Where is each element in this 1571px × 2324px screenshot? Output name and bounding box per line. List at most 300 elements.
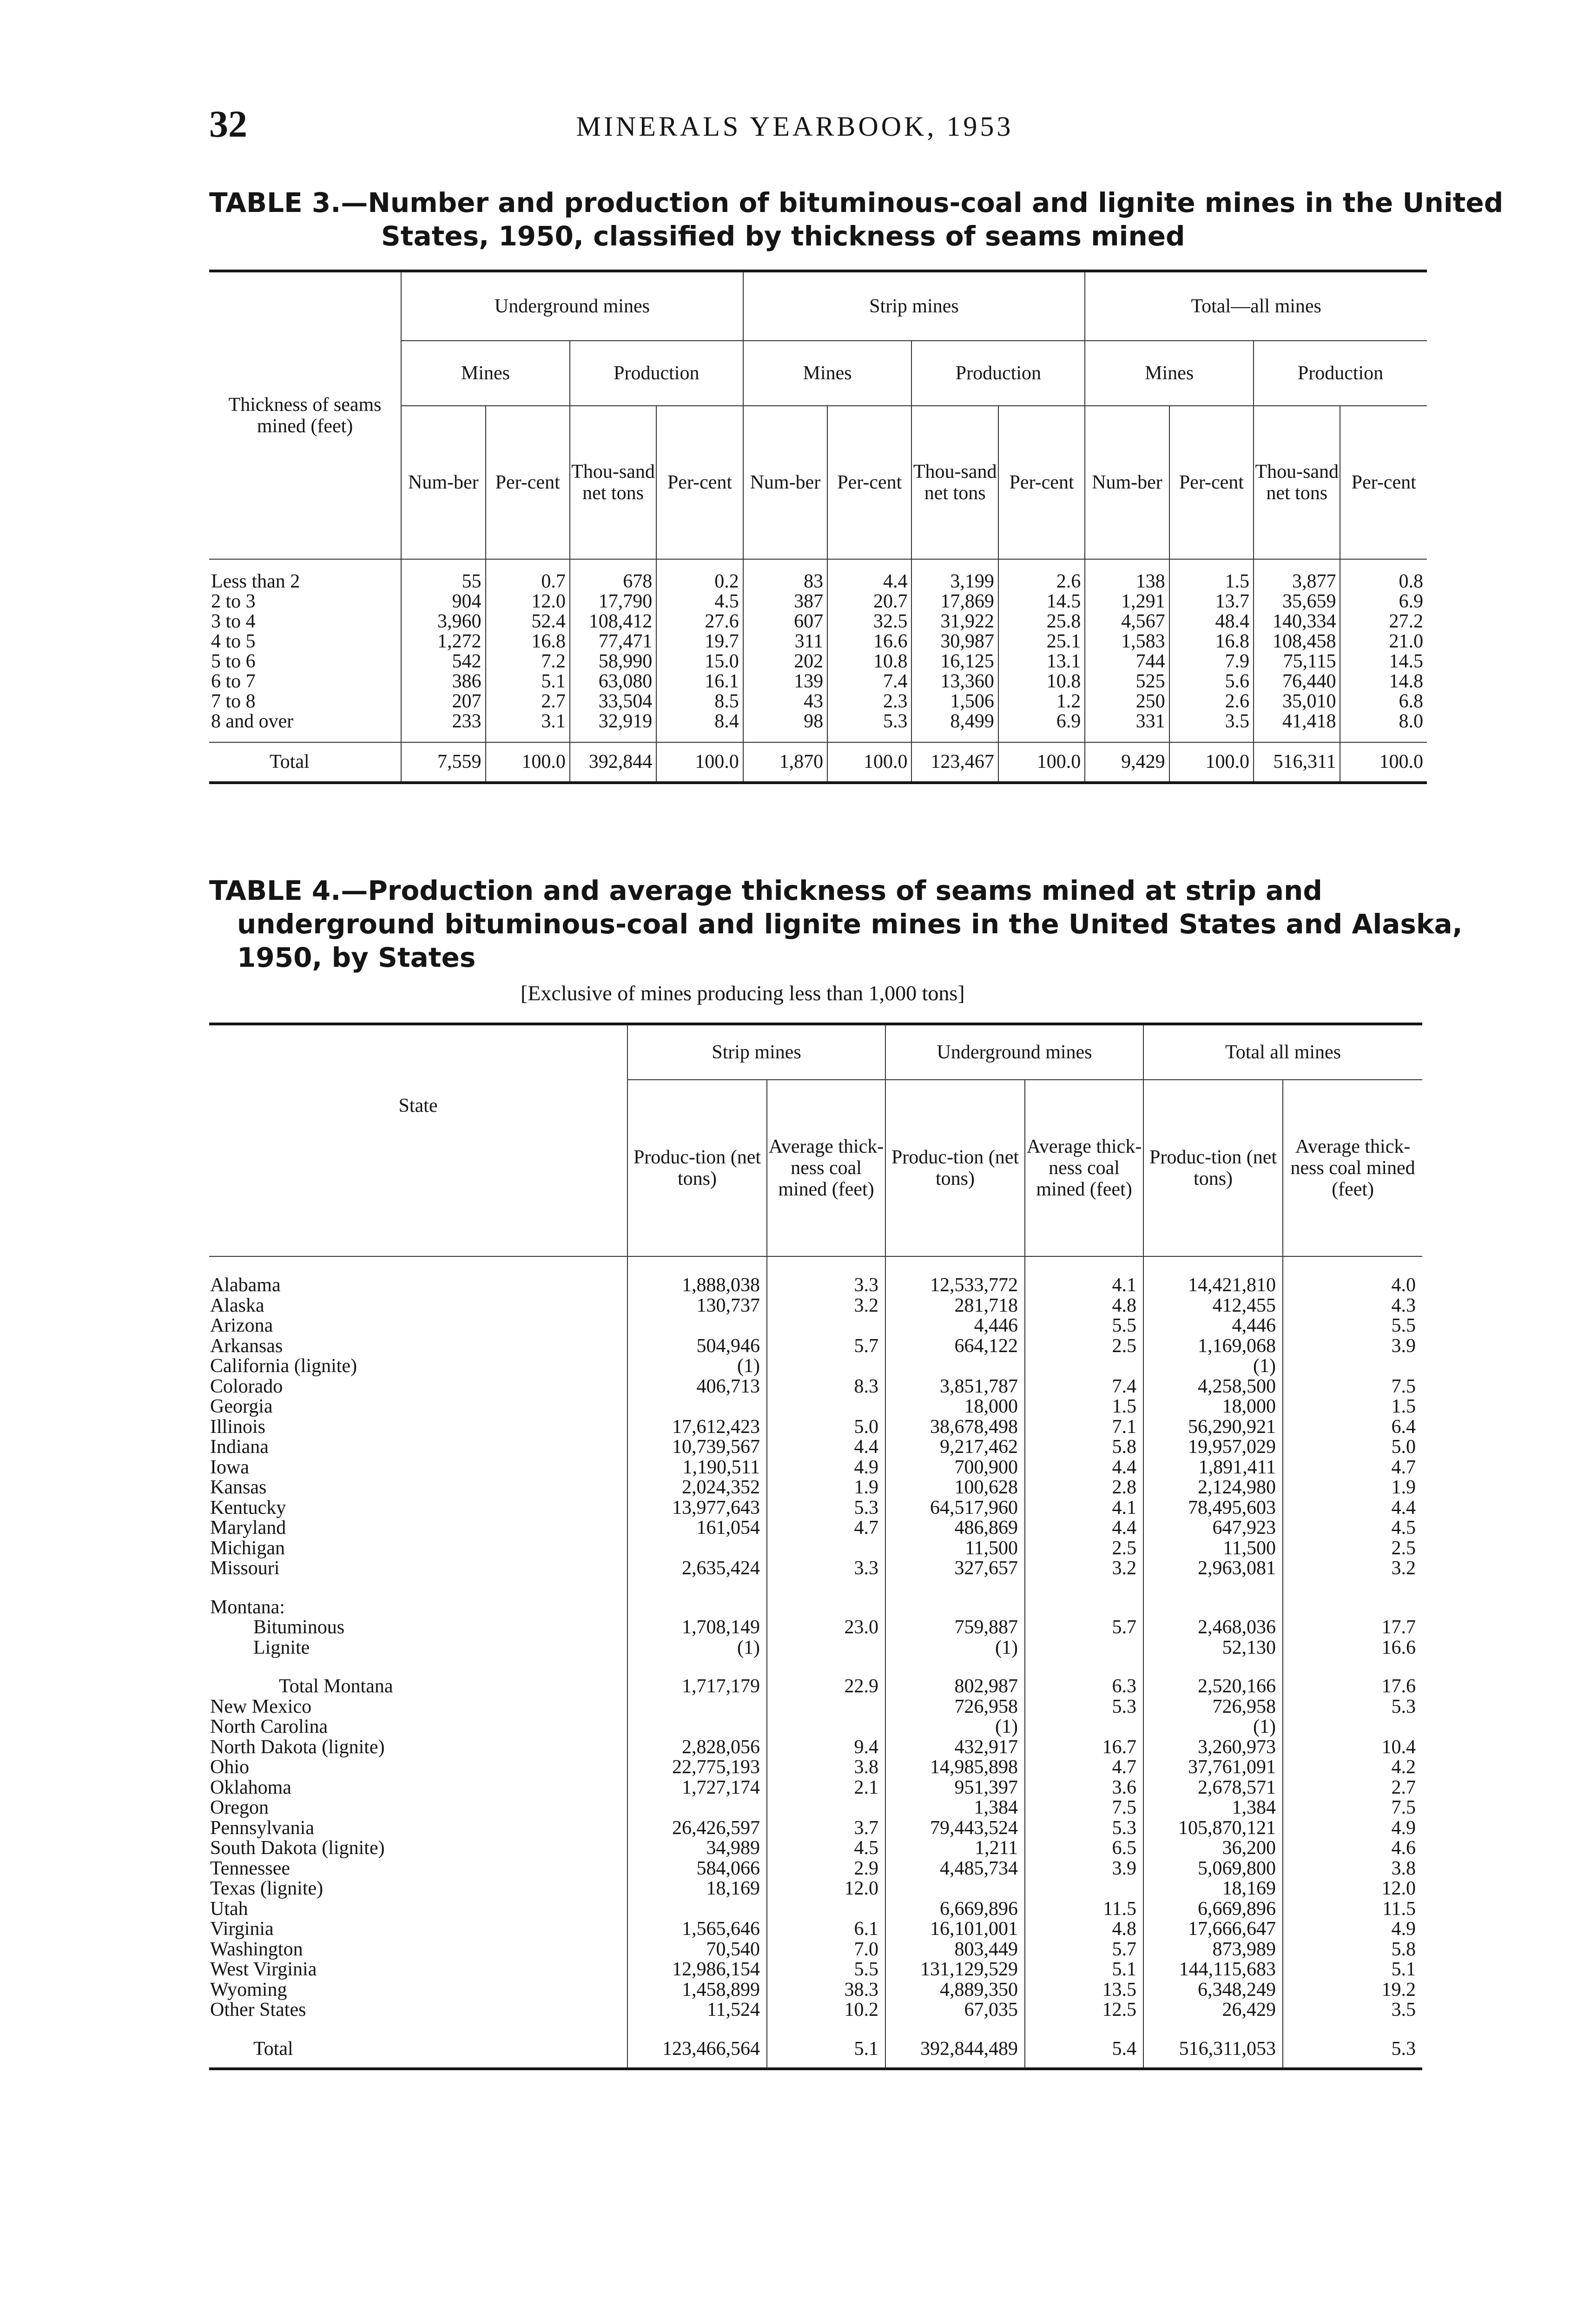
table-cell: 83 [743,559,827,592]
table-cell: 11,524 [627,2000,767,2025]
table-cell: 207 [401,692,485,712]
table-cell: 7,559 [401,742,485,783]
table4-col-header: Average thick-ness coal mined (feet) [767,1080,885,1256]
table-cell: 3.8 [767,1757,885,1778]
table-cell: 5,069,800 [1143,1859,1283,1879]
row-label: South Dakota (lignite) [210,1838,385,1859]
table4-col-header: Produc-tion (net tons) [885,1080,1025,1256]
table3-col-header: Thou-sand net tons [1254,406,1340,559]
table-cell [627,1538,767,1559]
table-cell: 8.0 [1340,712,1427,742]
table-cell: 1,169,068 [1143,1336,1283,1357]
table-cell: 327,657 [885,1558,1025,1579]
table3-group-header: Total—all mines [1085,271,1427,341]
table-cell: 4.1 [1025,1498,1143,1519]
table-cell: 1,583 [1085,632,1169,652]
table-cell: 281,718 [885,1296,1025,1316]
table-cell: 12,533,772 [885,1256,1025,1296]
table-row [209,1658,1422,1697]
table-cell: 5.3 [767,1498,885,1519]
table-cell: 6,348,249 [1143,1980,1283,2000]
table-cell: 0.8 [1340,559,1427,592]
table-cell: 17,666,647 [1143,1919,1283,1940]
table-cell: 802,987 [885,1658,1025,1697]
table4-group-header: Strip mines [627,1024,885,1080]
table-row [209,1579,1422,1618]
table-cell: 12.0 [486,592,570,612]
table-cell: 108,412 [570,612,656,632]
row-label: New Mexico [210,1697,312,1717]
row-label: Montana: [210,1596,285,1618]
table-row [209,1478,1422,1498]
table-cell: 5.7 [1025,1618,1143,1638]
table-cell: 4.0 [1283,1256,1422,1296]
table-row [209,612,1427,632]
table-cell: 3.9 [1025,1859,1143,1879]
row-label: Indiana [210,1437,269,1458]
table-cell: 2.5 [1025,1538,1143,1559]
table-row [209,712,1427,742]
table-cell: 18,000 [885,1397,1025,1417]
row-label: 8 and over [211,712,294,732]
table-cell: (1) [1143,1717,1283,1737]
table-cell: 16.8 [486,632,570,652]
table-cell: 5.5 [1283,1316,1422,1336]
table-cell: 16.7 [1025,1737,1143,1758]
table-cell: 607 [743,612,827,632]
table3-stub-header: Thickness of seams mined (feet) [209,271,401,559]
table-cell [1025,1717,1143,1737]
table-cell: 7.2 [486,652,570,672]
table-cell: 5.3 [1025,1697,1143,1717]
table-cell [767,1579,885,1618]
table-cell: 17,612,423 [627,1417,767,1438]
table-row [209,1316,1422,1336]
table-cell: 4.4 [827,559,911,592]
table-row [209,1336,1422,1357]
table-cell: 6.4 [1283,1417,1422,1438]
table3-label: TABLE 3. [209,187,341,218]
table-cell: 1,506 [911,692,998,712]
table-cell: 16,101,001 [885,1919,1025,1940]
table-cell: 10.8 [827,652,911,672]
table-cell: 516,311 [1254,742,1340,783]
table-cell: 311 [743,632,827,652]
table-row [209,692,1427,712]
table-row [209,1899,1422,1920]
table-cell: 5.4 [1025,2025,1143,2069]
row-label: Virginia [210,1919,274,1940]
row-label: Illinois [210,1417,266,1437]
table-cell: 4.7 [767,1518,885,1538]
table-cell [1025,1638,1143,1658]
page-header [209,102,1380,153]
table-cell [1283,1579,1422,1618]
table-cell: 1,888,038 [627,1256,767,1296]
table-cell: 18,169 [627,1879,767,1899]
table-cell: 55 [401,559,485,592]
table-cell: 11,500 [1143,1538,1283,1559]
table-cell: 3.7 [767,1818,885,1839]
table-cell: 5.7 [767,1336,885,1357]
table-cell: 744 [1085,652,1169,672]
table-row [209,559,1427,592]
table-cell: 3.5 [1169,712,1254,742]
table-row [209,1558,1422,1579]
table-cell: 32.5 [827,612,911,632]
table3-subgroup-header: Production [570,341,743,406]
table-cell [627,1798,767,1818]
row-label: Oregon [210,1798,269,1818]
table-cell: 5.1 [486,672,570,692]
table-cell: 4.9 [1283,1818,1422,1839]
table-cell: 16.8 [1169,632,1254,652]
row-label: North Carolina [210,1717,328,1737]
table-cell: 3.3 [767,1256,885,1296]
table-cell: 22,775,193 [627,1757,767,1778]
table3-col-header: Thou-sand net tons [911,406,998,559]
table-cell: 4,446 [1143,1316,1283,1336]
table3-group-header: Strip mines [743,271,1085,341]
table-cell [627,1899,767,1920]
table-cell: 4.5 [656,592,743,612]
row-label: Other States [210,2000,306,2020]
table-row [209,1518,1422,1538]
table-cell: 3,877 [1254,559,1340,592]
row-label: Texas (lignite) [210,1879,323,1899]
table-cell: 19,957,029 [1143,1437,1283,1458]
table-cell: 10,739,567 [627,1437,767,1458]
table4-subtitle: [Exclusive of mines producing less than 1,000 tons] [521,981,965,1005]
table-cell: 3,960 [401,612,485,632]
table-cell: 15.0 [656,652,743,672]
table-cell [767,1397,885,1417]
table-cell: 76,440 [1254,672,1340,692]
table3-col-header: Per-cent [827,406,911,559]
table-cell: 27.6 [656,612,743,632]
table-row [209,632,1427,652]
row-label: Tennessee [210,1858,290,1879]
page-number: 32 [209,103,247,145]
table-row [209,1879,1422,1899]
table3-col-header: Per-cent [998,406,1085,559]
table-cell: 1,727,174 [627,1778,767,1798]
table-cell: 77,471 [570,632,656,652]
table-cell [627,1316,767,1336]
table-cell: 202 [743,652,827,672]
table-cell: 14.5 [1340,652,1427,672]
table4 [209,1023,1422,2070]
table-cell: 1,384 [1143,1798,1283,1818]
table-cell: 516,311,053 [1143,2025,1283,2069]
table-row [209,652,1427,672]
table-cell: 18,000 [1143,1397,1283,1417]
table-cell: 7.0 [767,1940,885,1960]
table-cell: 4.4 [1025,1518,1143,1538]
table-cell: 14.5 [998,592,1085,612]
table-cell: 904 [401,592,485,612]
table3-subgroup-header: Production [911,341,1085,406]
table-cell: 2.6 [998,559,1085,592]
table3-col-header: Per-cent [486,406,570,559]
table-cell: 100.0 [656,742,743,783]
row-label: Arkansas [210,1336,283,1356]
table4-stub-header: State [209,1024,627,1256]
table-cell: 38,678,498 [885,1417,1025,1438]
table-cell: 31,922 [911,612,998,632]
table-cell [1283,1356,1422,1377]
table-cell: 13,977,643 [627,1498,767,1519]
table-cell: 233 [401,712,485,742]
table-cell [1025,1579,1143,1618]
table-cell [627,1697,767,1717]
table-cell: 1.2 [998,692,1085,712]
table-cell: 1,870 [743,742,827,783]
table-cell: 5.5 [767,1960,885,1980]
table3-body [209,559,1427,783]
table-cell: 2.9 [767,1859,885,1879]
table-cell: 5.1 [767,2025,885,2069]
row-label: Wyoming [210,1980,287,2000]
table3-col-header: Num-ber [743,406,827,559]
table-row [209,1377,1422,1397]
table-cell: 22.9 [767,1658,885,1697]
table3-col-header: Thou-sand net tons [570,406,656,559]
table-cell: 14,421,810 [1143,1256,1283,1296]
table-cell: 21.0 [1340,632,1427,652]
table-cell: 5.8 [1283,1940,1422,1960]
table-cell: 12,986,154 [627,1960,767,1980]
row-label: Alaska [210,1295,264,1316]
table-cell [627,1717,767,1737]
row-label: Bituminous [253,1618,345,1638]
table-cell: 13,360 [911,672,998,692]
table3-title [209,186,1571,253]
table-cell: 100.0 [998,742,1085,783]
table-cell: 9.4 [767,1737,885,1758]
table-cell: 873,989 [1143,1940,1283,1960]
table-cell: 140,334 [1254,612,1340,632]
table-cell: 0.2 [656,559,743,592]
table-cell: 7.1 [1025,1417,1143,1438]
table-cell: 18,169 [1143,1879,1283,1899]
table-cell: 542 [401,652,485,672]
row-label: Iowa [210,1457,249,1478]
table-cell: 3.3 [767,1558,885,1579]
table-cell: 161,054 [627,1518,767,1538]
table-cell: 16,125 [911,652,998,672]
table-cell: 5.8 [1025,1437,1143,1458]
table-cell: 406,713 [627,1377,767,1397]
table-cell: 4.5 [767,1838,885,1859]
table-cell: 7.4 [827,672,911,692]
table-cell: 1,272 [401,632,485,652]
row-label: 4 to 5 [211,632,256,652]
row-label: Utah [210,1899,248,1919]
table-cell: 11.5 [1025,1899,1143,1920]
table-cell: 27.2 [1340,612,1427,632]
table-cell: (1) [885,1638,1025,1658]
row-label: Pennsylvania [210,1818,314,1838]
table-cell: 52,130 [1143,1638,1283,1658]
table4-title-text: —Production and average thickness of seams mined at strip and underground bituminous-coal and lignite mines in the United States and Alaska, 1950, by States [237,875,1463,973]
row-label: Kentucky [210,1498,286,1518]
table-row [209,1538,1422,1559]
table-cell: 4.6 [1283,1838,1422,1859]
table-cell: 2.1 [767,1778,885,1798]
table-cell: 139 [743,672,827,692]
row-label: Maryland [210,1518,286,1538]
table-cell: 3.2 [1283,1558,1422,1579]
table-cell: 678 [570,559,656,592]
table-cell [885,1879,1025,1899]
table-cell: 10.2 [767,2000,885,2025]
table-cell: 6.8 [1340,692,1427,712]
table-cell: 726,958 [1143,1697,1283,1717]
table-cell: 14.8 [1340,672,1427,692]
table-cell: 525 [1085,672,1169,692]
table-cell: 726,958 [885,1697,1025,1717]
table-cell: 8.4 [656,712,743,742]
table-cell: 4.7 [1283,1458,1422,1478]
table-cell: 2,468,036 [1143,1618,1283,1638]
table-cell: 392,844 [570,742,656,783]
table-row [209,1798,1422,1818]
table-cell: 2,124,980 [1143,1478,1283,1498]
table-cell: 2.3 [827,692,911,712]
table-cell: 13.1 [998,652,1085,672]
table4-col-header: Produc-tion (net tons) [627,1080,767,1256]
table3-col-header: Num-ber [1085,406,1169,559]
table-cell: 2,963,081 [1143,1558,1283,1579]
table3 [209,270,1427,784]
row-label: Oklahoma [210,1777,291,1798]
table-row [209,1919,1422,1940]
table4-col-header: Produc-tion (net tons) [1143,1080,1283,1256]
table-cell: (1) [627,1638,767,1658]
row-label: Kansas [210,1478,267,1498]
row-label: 7 to 8 [211,692,256,712]
row-label: Georgia [210,1397,273,1417]
row-label: 6 to 7 [211,672,256,692]
table-row [209,1960,1422,1980]
table-row [209,1296,1422,1316]
table-cell: 2.6 [1169,692,1254,712]
table-row [209,1498,1422,1519]
table-cell: 70,540 [627,1940,767,1960]
table4-group-header: Total all mines [1143,1024,1422,1080]
table-cell: 759,887 [885,1618,1025,1638]
table-cell: 4.4 [1025,1458,1143,1478]
table-cell: 3.1 [486,712,570,742]
table-cell: 387 [743,592,827,612]
row-label: Total Montana [279,1676,393,1697]
table-cell: 7.5 [1025,1798,1143,1818]
table-cell: 10.4 [1283,1737,1422,1758]
table-cell: 48.4 [1169,612,1254,632]
table-row [209,2000,1422,2025]
table-row [209,1859,1422,1879]
table-cell: (1) [1143,1356,1283,1377]
table-cell: 2,024,352 [627,1478,767,1498]
table-cell: 486,869 [885,1518,1025,1538]
table-cell: 2,678,571 [1143,1778,1283,1798]
table4-col-header: Average thick-ness coal mined (feet) [1025,1080,1143,1256]
table-cell: 8.5 [656,692,743,712]
table-cell: 4.9 [767,1458,885,1478]
row-label: North Dakota (lignite) [210,1737,385,1757]
table-cell: 20.7 [827,592,911,612]
table-cell: 78,495,603 [1143,1498,1283,1519]
table-cell: 14,985,898 [885,1757,1025,1778]
row-label: Arizona [210,1316,273,1336]
table3-group-header: Underground mines [401,271,743,341]
table-cell: 5.5 [1025,1316,1143,1336]
table-cell: 5.0 [767,1417,885,1438]
row-label: Washington [210,1939,303,1960]
table-cell: 123,467 [911,742,998,783]
total-row [209,742,1427,783]
table-row [209,1940,1422,1960]
table-cell [627,1579,767,1618]
table3-col-header: Per-cent [1340,406,1427,559]
table-cell: 392,844,489 [885,2025,1025,2069]
row-label: Total [253,2038,293,2060]
table-cell: 9,217,462 [885,1437,1025,1458]
table-cell: 4.4 [767,1437,885,1458]
table-cell: 43 [743,692,827,712]
table-cell: 75,115 [1254,652,1340,672]
table-row [209,1717,1422,1737]
table-cell: (1) [627,1356,767,1377]
table-cell: 3,851,787 [885,1377,1025,1397]
table-cell: 12.0 [767,1879,885,1899]
table4-col-header: Average thick-ness coal mined (feet) [1283,1080,1422,1256]
table-cell: 3,260,973 [1143,1737,1283,1758]
table-cell [767,1316,885,1336]
table-cell: 3.2 [767,1296,885,1316]
table-cell: 6.9 [1340,592,1427,612]
table-cell: 23.0 [767,1618,885,1638]
table-cell: 7.5 [1283,1377,1422,1397]
table-cell: 4,258,500 [1143,1377,1283,1397]
table-cell: 9,429 [1085,742,1169,783]
table-cell: 5.3 [1283,2025,1422,2069]
table-cell: 123,466,564 [627,2025,767,2069]
table-cell: 951,397 [885,1778,1025,1798]
table-cell: 5.3 [1025,1818,1143,1839]
table-cell: 6,669,896 [1143,1899,1283,1920]
table-cell: 105,870,121 [1143,1818,1283,1839]
table-cell: 0.7 [486,559,570,592]
table-cell: 5.7 [1025,1940,1143,1960]
table-cell: 331 [1085,712,1169,742]
table-cell: 412,455 [1143,1296,1283,1316]
table-cell: 35,659 [1254,592,1340,612]
table-cell: 19.2 [1283,1980,1422,2000]
table-cell: 12.5 [1025,2000,1143,2025]
table-cell: 67,035 [885,2000,1025,2025]
table-cell [1025,1356,1143,1377]
table-cell: 3.5 [1283,2000,1422,2025]
table-cell [885,1356,1025,1377]
table-cell: 6.5 [1025,1838,1143,1859]
table-cell: 1,717,179 [627,1658,767,1697]
table-cell: 4.3 [1283,1296,1422,1316]
table-cell: 2.5 [1025,1336,1143,1357]
table-cell: (1) [885,1717,1025,1737]
table4-group-header: Underground mines [885,1024,1143,1080]
